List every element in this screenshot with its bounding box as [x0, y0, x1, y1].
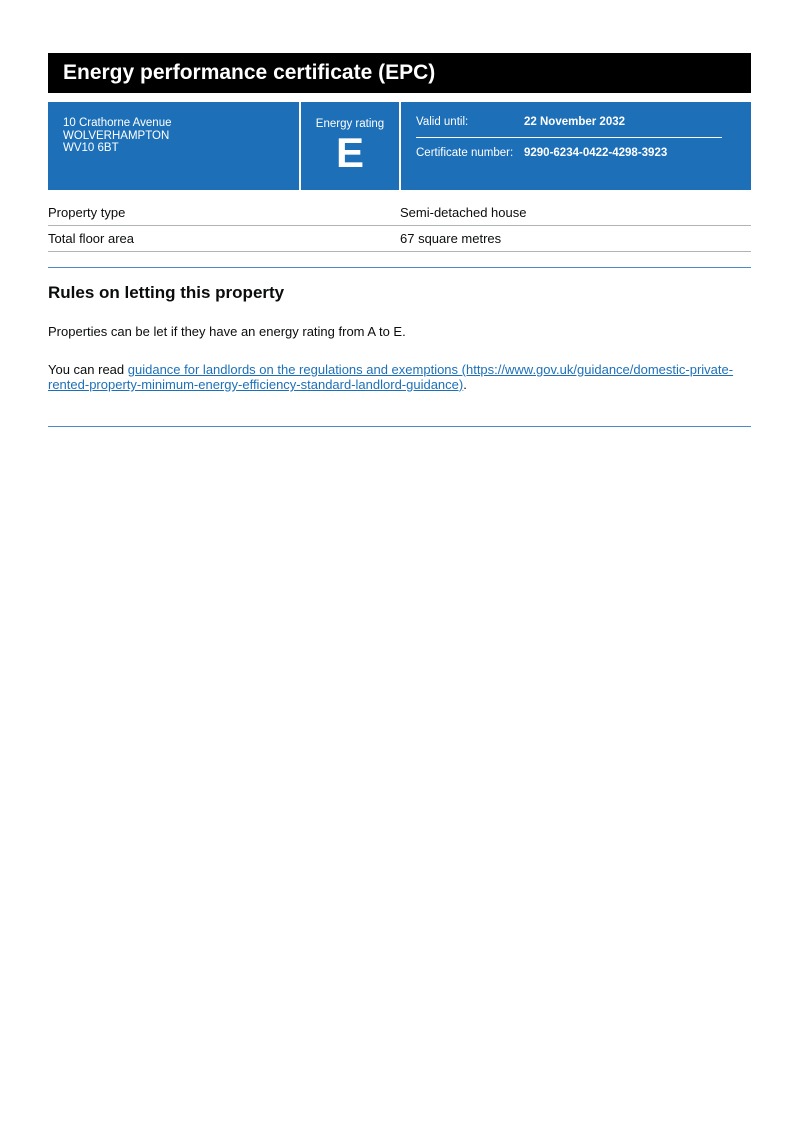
letting-rules-heading: Rules on letting this property [48, 283, 285, 302]
certificate-number-row [416, 147, 751, 160]
certificate-divider [416, 137, 722, 138]
guidance-prefix: You can read [48, 362, 128, 377]
epc-summary-panel [48, 102, 751, 190]
summary-row-property-type [48, 200, 751, 226]
section-divider-bottom [48, 426, 751, 427]
property-summary-list [48, 200, 751, 252]
address-postcode: WV10 6BT [63, 142, 119, 154]
property-address [48, 102, 299, 190]
guidance-suffix: . [463, 377, 467, 392]
certificate-details [401, 102, 751, 190]
energy-rating-box [301, 102, 399, 190]
summary-row-floor-area [48, 226, 751, 252]
section-divider [48, 267, 751, 268]
energy-rating-letter: E [335, 129, 364, 176]
letting-rules-text: Properties can be let if they have an energy rating from A to E. [48, 324, 406, 339]
address-line-2: WOLVERHAMPTON [63, 129, 170, 142]
valid-until-value: 22 November 2032 [524, 116, 626, 128]
valid-until-row [416, 116, 751, 129]
summary-key: Property type [48, 205, 126, 220]
landlord-guidance-paragraph [48, 362, 738, 392]
page-title: Energy performance certificate (EPC) [48, 53, 751, 93]
certificate-number-value: 9290-6234-0422-4298-3923 [524, 147, 668, 159]
summary-key: Total floor area [48, 231, 134, 246]
summary-value: Semi-detached house [400, 205, 527, 220]
landlord-guidance-link[interactable]: guidance for landlords on the regulations and exemptions (https://www.gov.uk/guidance/domestic-private-rented-property-minimum-energy-efficiency-standard-landlord-guidance) [48, 362, 734, 392]
energy-rating-label: Energy rating [315, 118, 385, 130]
address-line-1: 10 Crathorne Avenue [63, 117, 172, 129]
summary-value: 67 square metres [400, 231, 502, 246]
certificate-number-label: Certificate number: [416, 147, 514, 159]
valid-until-label: Valid until: [416, 116, 469, 128]
